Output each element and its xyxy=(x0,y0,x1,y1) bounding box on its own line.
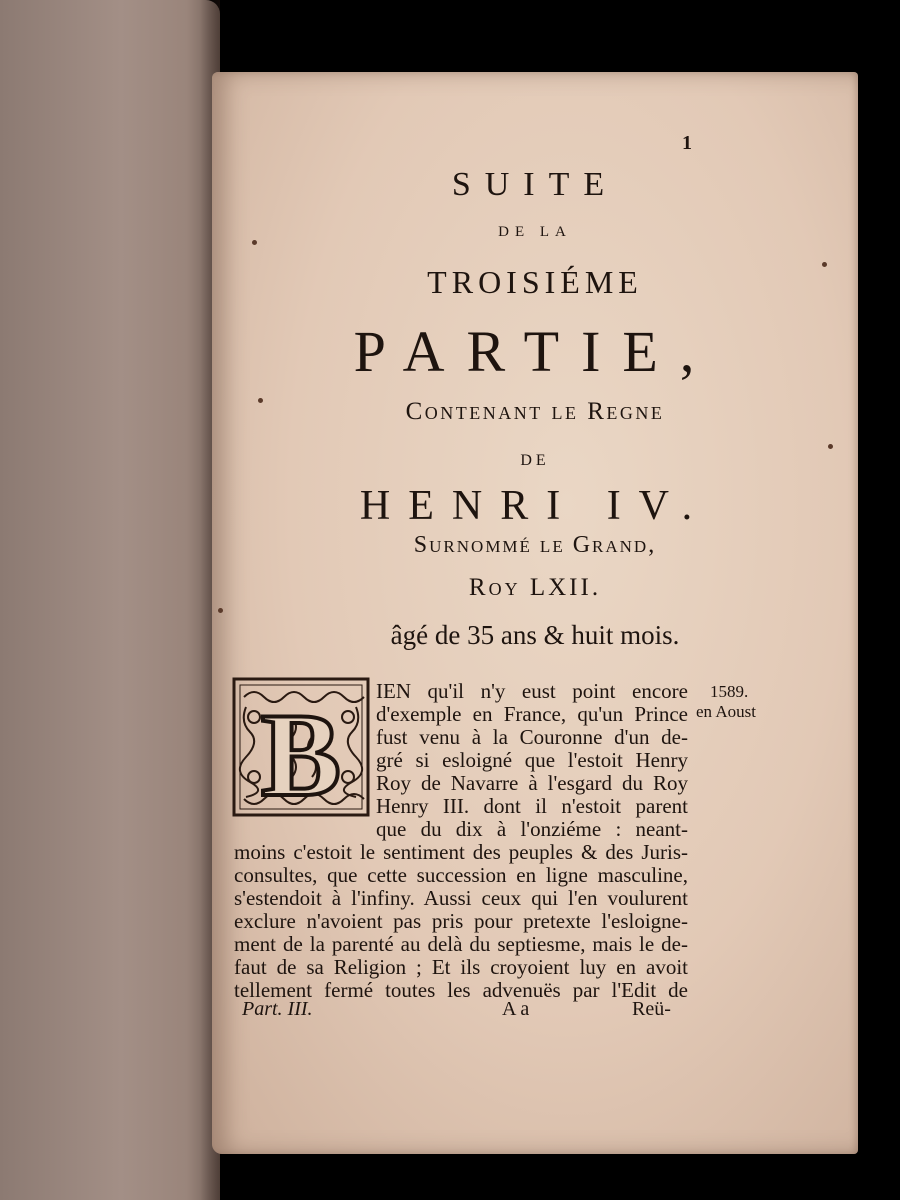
ink-spot xyxy=(822,262,827,267)
body-line: Henry III. dont il n'estoit parent xyxy=(376,794,688,818)
left-page xyxy=(0,0,220,1200)
body-line: que du dix à l'onziéme : neant- xyxy=(376,817,688,841)
ink-spot xyxy=(828,444,833,449)
body-line: fust venu à la Couronne d'un de- xyxy=(376,725,688,749)
margin-note-month: en Aoust xyxy=(696,702,756,721)
title-roy: Roy LXII. xyxy=(468,574,602,601)
ink-spot xyxy=(252,240,257,245)
title-troisieme: TROISIÉME xyxy=(427,264,643,300)
body-line: tellement fermé toutes les advenuës par l'Edit de xyxy=(234,978,688,1002)
dropcap-letter: B xyxy=(260,688,342,817)
body-line: faut de sa Religion ; Et ils croyoient luy en avoit xyxy=(234,955,688,979)
title-suite: SUITE xyxy=(451,166,619,203)
title-partie: PARTIE, xyxy=(353,319,717,384)
body-line: exclure n'avoient pas pris pour pretexte l'esloigne- xyxy=(234,909,688,933)
page-number: 1 xyxy=(682,132,692,154)
signature-label: Part. III. xyxy=(242,998,313,1020)
body-line: moins c'estoit le sentiment des peuples & des Juris- xyxy=(234,840,688,864)
title-age: âgé de 35 ans & huit mois. xyxy=(390,620,680,650)
title-de: DE xyxy=(520,452,550,469)
body-line: d'exemple en France, qu'un Prince xyxy=(376,702,688,726)
title-de-la: DE LA xyxy=(498,224,572,240)
title-henri: HENRI IV. xyxy=(359,483,711,529)
body-line: ment de la parenté au delà du septiesme, mais le de- xyxy=(234,932,688,956)
ink-spot xyxy=(258,398,263,403)
margin-note-year: 1589. xyxy=(710,682,749,701)
book-page xyxy=(212,72,858,1154)
signature-mark: A a xyxy=(502,998,530,1020)
body-line: consultes, que cette succession en ligne masculine, xyxy=(234,863,688,887)
title-contenant: Contenant le Regne xyxy=(405,398,665,425)
body-line: gré si esloigné que l'estoit Henry xyxy=(376,748,688,772)
catchword: Reü- xyxy=(632,998,671,1020)
body-line: s'estendoit à l'infiny. Aussi ceux qui l'en voulurent xyxy=(234,886,688,910)
ink-spot xyxy=(218,608,223,613)
body-line: IEN qu'il n'y eust point encore xyxy=(376,679,688,703)
ornamental-dropcap xyxy=(232,677,370,817)
title-surnomme: Surnommé le Grand, xyxy=(413,532,657,558)
body-line: Roy de Navarre à l'esgard du Roy xyxy=(376,771,688,795)
